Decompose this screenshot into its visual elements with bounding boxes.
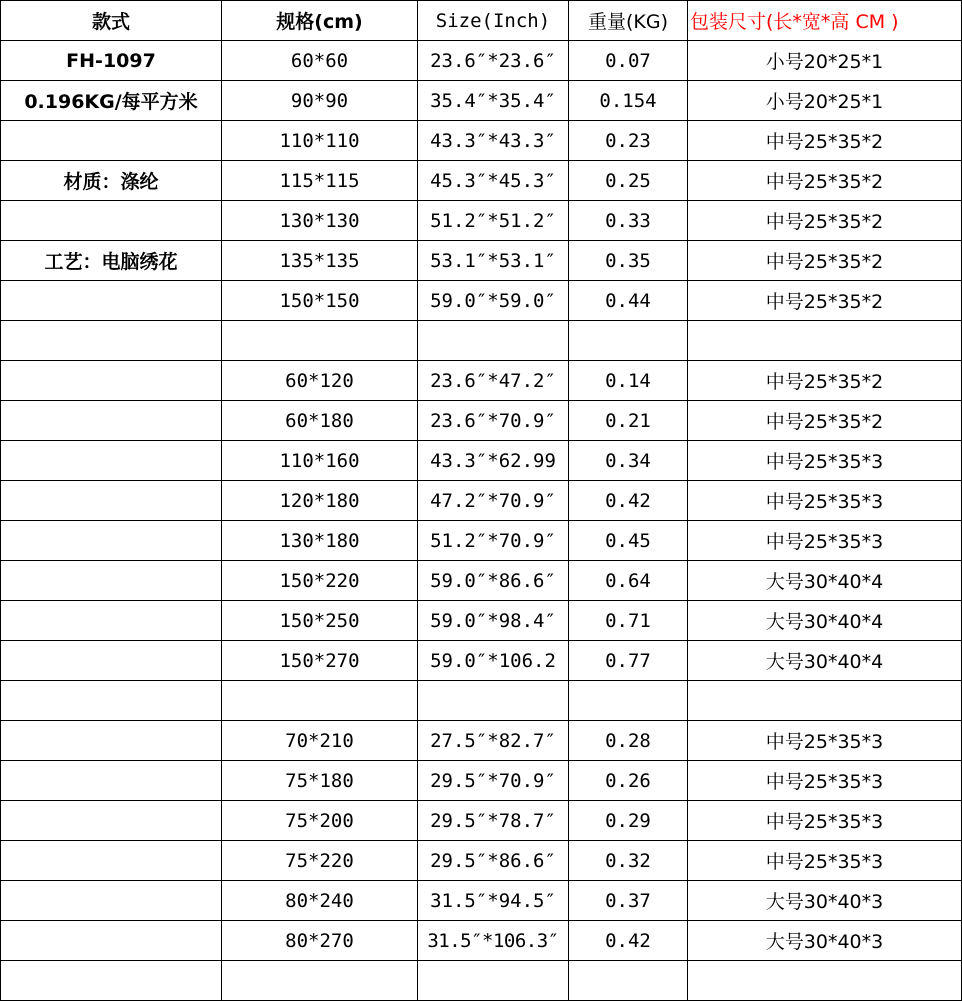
table-row bbox=[1, 321, 962, 361]
cell-package-size: 中号25*35*3 bbox=[688, 481, 962, 521]
cell-package-size: 小号20*25*1 bbox=[688, 41, 962, 81]
table-row bbox=[1, 841, 962, 881]
cell-style bbox=[1, 321, 222, 361]
cell-spec-cm: 130*180 bbox=[222, 521, 418, 561]
cell-spec-cm: 115*115 bbox=[222, 161, 418, 201]
table-row bbox=[1, 201, 962, 241]
cell-size-inch bbox=[418, 321, 569, 361]
table-row bbox=[1, 281, 962, 321]
cell-size-inch: 59.0″*59.0″ bbox=[418, 281, 569, 321]
cell-size-inch: 31.5″*94.5″ bbox=[418, 881, 569, 921]
cell-size-inch: 35.4″*35.4″ bbox=[418, 81, 569, 121]
table-row bbox=[1, 41, 962, 81]
cell-package-size: 大号30*40*4 bbox=[688, 641, 962, 681]
header-package-size: 包装尺寸(长*宽*高 CM ) bbox=[688, 1, 962, 41]
cell-package-size: 中号25*35*3 bbox=[688, 801, 962, 841]
table-row bbox=[1, 881, 962, 921]
cell-spec-cm: 70*210 bbox=[222, 721, 418, 761]
cell-package-size: 中号25*35*2 bbox=[688, 401, 962, 441]
cell-weight: 0.64 bbox=[569, 561, 688, 601]
cell-weight bbox=[569, 321, 688, 361]
cell-style bbox=[1, 961, 222, 1001]
table-row bbox=[1, 361, 962, 401]
cell-spec-cm: 150*250 bbox=[222, 601, 418, 641]
cell-package-size: 中号25*35*3 bbox=[688, 521, 962, 561]
cell-spec-cm: 60*60 bbox=[222, 41, 418, 81]
cell-weight: 0.45 bbox=[569, 521, 688, 561]
cell-weight: 0.21 bbox=[569, 401, 688, 441]
cell-spec-cm: 75*180 bbox=[222, 761, 418, 801]
cell-weight bbox=[569, 961, 688, 1001]
cell-weight: 0.14 bbox=[569, 361, 688, 401]
cell-style bbox=[1, 881, 222, 921]
header-spec-cm: 规格(cm) bbox=[222, 1, 418, 41]
table-row bbox=[1, 121, 962, 161]
header-style: 款式 bbox=[1, 1, 222, 41]
cell-weight: 0.77 bbox=[569, 641, 688, 681]
table-row bbox=[1, 921, 962, 961]
cell-package-size: 大号30*40*4 bbox=[688, 561, 962, 601]
cell-spec-cm: 60*180 bbox=[222, 401, 418, 441]
cell-package-size: 中号25*35*2 bbox=[688, 161, 962, 201]
cell-style bbox=[1, 601, 222, 641]
cell-package-size: 中号25*35*3 bbox=[688, 721, 962, 761]
cell-package-size bbox=[688, 961, 962, 1001]
cell-style: 工艺：电脑绣花 bbox=[1, 241, 222, 281]
cell-spec-cm: 60*120 bbox=[222, 361, 418, 401]
cell-size-inch: 43.3″*62.99 bbox=[418, 441, 569, 481]
cell-package-size: 小号20*25*1 bbox=[688, 81, 962, 121]
table-row bbox=[1, 481, 962, 521]
cell-size-inch: 43.3″*43.3″ bbox=[418, 121, 569, 161]
cell-weight: 0.34 bbox=[569, 441, 688, 481]
table-row bbox=[1, 721, 962, 761]
cell-size-inch: 23.6″*70.9″ bbox=[418, 401, 569, 441]
cell-style bbox=[1, 481, 222, 521]
cell-spec-cm: 110*160 bbox=[222, 441, 418, 481]
cell-package-size: 中号25*35*2 bbox=[688, 241, 962, 281]
cell-style bbox=[1, 721, 222, 761]
cell-weight bbox=[569, 681, 688, 721]
cell-size-inch: 51.2″*70.9″ bbox=[418, 521, 569, 561]
cell-spec-cm: 75*200 bbox=[222, 801, 418, 841]
cell-style bbox=[1, 441, 222, 481]
cell-style bbox=[1, 921, 222, 961]
table-row bbox=[1, 561, 962, 601]
cell-spec-cm: 130*130 bbox=[222, 201, 418, 241]
cell-size-inch: 59.0″*86.6″ bbox=[418, 561, 569, 601]
cell-size-inch: 23.6″*23.6″ bbox=[418, 41, 569, 81]
cell-size-inch: 59.0″*98.4″ bbox=[418, 601, 569, 641]
cell-weight: 0.33 bbox=[569, 201, 688, 241]
table-row bbox=[1, 241, 962, 281]
header-row bbox=[1, 1, 962, 41]
cell-size-inch: 47.2″*70.9″ bbox=[418, 481, 569, 521]
cell-style bbox=[1, 561, 222, 601]
cell-size-inch: 31.5″*106.3″ bbox=[418, 921, 569, 961]
cell-package-size: 中号25*35*2 bbox=[688, 121, 962, 161]
table-row bbox=[1, 681, 962, 721]
table-row bbox=[1, 961, 962, 1001]
cell-package-size bbox=[688, 321, 962, 361]
table-row bbox=[1, 441, 962, 481]
cell-style bbox=[1, 801, 222, 841]
cell-spec-cm: 150*150 bbox=[222, 281, 418, 321]
cell-size-inch: 29.5″*70.9″ bbox=[418, 761, 569, 801]
cell-style bbox=[1, 281, 222, 321]
cell-spec-cm: 135*135 bbox=[222, 241, 418, 281]
cell-package-size: 中号25*35*3 bbox=[688, 441, 962, 481]
cell-style bbox=[1, 121, 222, 161]
cell-package-size: 中号25*35*2 bbox=[688, 281, 962, 321]
cell-size-inch bbox=[418, 961, 569, 1001]
table-row bbox=[1, 641, 962, 681]
cell-size-inch: 59.0″*106.2 bbox=[418, 641, 569, 681]
cell-style bbox=[1, 401, 222, 441]
cell-spec-cm: 120*180 bbox=[222, 481, 418, 521]
cell-spec-cm bbox=[222, 681, 418, 721]
cell-package-size bbox=[688, 681, 962, 721]
header-weight: 重量(KG) bbox=[569, 1, 688, 41]
table-row bbox=[1, 601, 962, 641]
cell-weight: 0.25 bbox=[569, 161, 688, 201]
cell-weight: 0.71 bbox=[569, 601, 688, 641]
table-row bbox=[1, 801, 962, 841]
cell-spec-cm: 150*220 bbox=[222, 561, 418, 601]
cell-size-inch: 51.2″*51.2″ bbox=[418, 201, 569, 241]
cell-style: 材质：涤纶 bbox=[1, 161, 222, 201]
cell-package-size: 中号25*35*2 bbox=[688, 361, 962, 401]
cell-weight: 0.32 bbox=[569, 841, 688, 881]
table-row bbox=[1, 521, 962, 561]
table-row bbox=[1, 161, 962, 201]
cell-package-size: 中号25*35*2 bbox=[688, 201, 962, 241]
cell-size-inch: 45.3″*45.3″ bbox=[418, 161, 569, 201]
cell-weight: 0.35 bbox=[569, 241, 688, 281]
cell-size-inch: 29.5″*78.7″ bbox=[418, 801, 569, 841]
cell-package-size: 中号25*35*3 bbox=[688, 761, 962, 801]
cell-weight: 0.42 bbox=[569, 481, 688, 521]
cell-style bbox=[1, 681, 222, 721]
cell-spec-cm bbox=[222, 321, 418, 361]
cell-spec-cm: 90*90 bbox=[222, 81, 418, 121]
cell-spec-cm: 110*110 bbox=[222, 121, 418, 161]
cell-package-size: 大号30*40*4 bbox=[688, 601, 962, 641]
cell-style bbox=[1, 201, 222, 241]
cell-size-inch: 27.5″*82.7″ bbox=[418, 721, 569, 761]
cell-style bbox=[1, 641, 222, 681]
cell-weight: 0.42 bbox=[569, 921, 688, 961]
cell-weight: 0.29 bbox=[569, 801, 688, 841]
cell-style bbox=[1, 761, 222, 801]
cell-style bbox=[1, 841, 222, 881]
cell-spec-cm bbox=[222, 961, 418, 1001]
cell-spec-cm: 75*220 bbox=[222, 841, 418, 881]
cell-size-inch bbox=[418, 681, 569, 721]
table-row bbox=[1, 401, 962, 441]
table-row bbox=[1, 81, 962, 121]
cell-style bbox=[1, 521, 222, 561]
cell-weight: 0.07 bbox=[569, 41, 688, 81]
cell-package-size: 大号30*40*3 bbox=[688, 881, 962, 921]
cell-size-inch: 29.5″*86.6″ bbox=[418, 841, 569, 881]
cell-style: FH-1097 bbox=[1, 41, 222, 81]
spec-table-body bbox=[1, 1, 962, 1001]
cell-weight: 0.154 bbox=[569, 81, 688, 121]
cell-weight: 0.37 bbox=[569, 881, 688, 921]
cell-spec-cm: 150*270 bbox=[222, 641, 418, 681]
cell-spec-cm: 80*240 bbox=[222, 881, 418, 921]
cell-weight: 0.26 bbox=[569, 761, 688, 801]
cell-spec-cm: 80*270 bbox=[222, 921, 418, 961]
cell-package-size: 大号30*40*3 bbox=[688, 921, 962, 961]
cell-size-inch: 23.6″*47.2″ bbox=[418, 361, 569, 401]
table-row bbox=[1, 761, 962, 801]
cell-weight: 0.28 bbox=[569, 721, 688, 761]
cell-package-size: 中号25*35*3 bbox=[688, 841, 962, 881]
header-size-inch: Size(Inch) bbox=[418, 1, 569, 41]
cell-weight: 0.44 bbox=[569, 281, 688, 321]
cell-weight: 0.23 bbox=[569, 121, 688, 161]
cell-style: 0.196KG/每平方米 bbox=[1, 81, 222, 121]
cell-style bbox=[1, 361, 222, 401]
cell-size-inch: 53.1″*53.1″ bbox=[418, 241, 569, 281]
